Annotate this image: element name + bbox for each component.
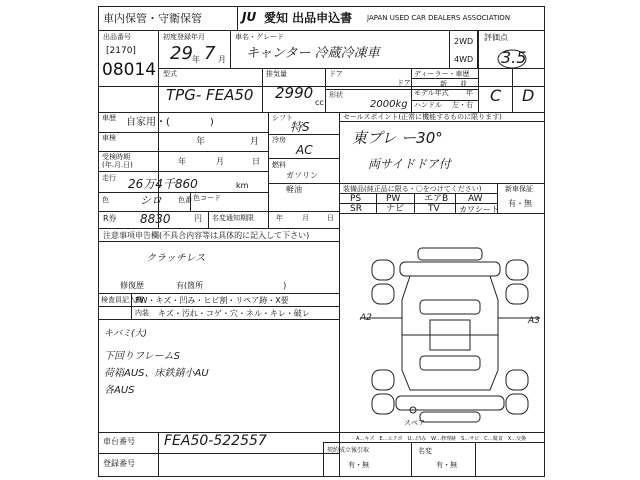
fuel-label: 燃料 xyxy=(272,161,286,169)
car-diagram xyxy=(360,248,540,422)
inspector-note3: 荷箱AUS、床鉄錆小AU xyxy=(104,368,209,379)
registration-year-unit: 年 xyxy=(192,55,200,64)
modelyear-label: モデル年式 xyxy=(414,89,449,97)
model-label: 型式 xyxy=(163,70,177,78)
shift-label: シフト xyxy=(272,114,293,122)
doors-suffix: ドア xyxy=(397,79,411,87)
color-label: 色 xyxy=(102,196,109,204)
transfer-label: 名変通知期限 xyxy=(212,214,254,222)
aircon-value: AC xyxy=(296,143,313,157)
registration-month: 7 xyxy=(204,43,216,64)
recv-date-month: 月 xyxy=(216,157,224,166)
regno-label: 登録番号 xyxy=(103,459,135,468)
lot-number: 08014 xyxy=(102,60,157,80)
notes-text: クラッチレス xyxy=(146,253,206,264)
mileage-label: 走行 xyxy=(102,174,116,182)
sales-point-line1: 東プレ ー30° xyxy=(352,129,443,147)
equipment-leather-seat: カワシート xyxy=(459,205,499,214)
registration-month-unit: 月 xyxy=(218,55,226,64)
shift-value: 特S xyxy=(290,120,310,134)
transfer-month: 月 xyxy=(302,214,309,222)
inspector-note4: 各AUS xyxy=(104,385,135,396)
footer-seal-label: 契約成立後引取 xyxy=(327,447,370,454)
equipment-aw: AW xyxy=(468,194,483,204)
repair-history-value: 有(箇所 ) xyxy=(176,281,287,290)
fuel-gasoline: ガソリン xyxy=(286,171,318,180)
lot-code: [2170] xyxy=(106,46,136,56)
owner-label: 車歴 xyxy=(102,114,116,122)
footer-check1: 有・無 xyxy=(348,461,369,469)
r-ticket-label: R券 xyxy=(103,214,117,223)
car-name-label: 車名・グレード xyxy=(235,33,284,41)
sales-point-label: セールスポイント(正常に機能するものに限ります) xyxy=(343,113,502,121)
recv-date-label: 受検時期 xyxy=(102,153,130,161)
shape-value: 2000kg xyxy=(370,99,408,110)
footer-check2: 名変 xyxy=(418,447,432,455)
diagram-label-a2: A2 xyxy=(360,313,372,323)
transfer-year: 年 xyxy=(276,214,283,222)
displacement-label: 排気量 xyxy=(266,70,287,78)
diagram-label-a3: A3 xyxy=(528,316,540,326)
recycle-label: 新車保証 xyxy=(505,185,533,193)
shape-label: 形状 xyxy=(329,91,343,99)
grade-interior: C xyxy=(490,86,502,105)
dealer-opt-parallel: 並 xyxy=(460,80,467,88)
r-ticket-unit: 円 xyxy=(194,214,202,223)
equipment-sr: SR xyxy=(350,204,362,214)
ju-logo: JU xyxy=(242,10,257,24)
model-value: TPG- FEA50 xyxy=(166,86,254,104)
equipment-airbag: エアB xyxy=(424,194,449,204)
color-value: シロ xyxy=(140,194,162,207)
equipment-ps: PS xyxy=(350,194,362,204)
inspector-row2: キズ・汚れ・コゲ・穴・ネル・キレ・破レ xyxy=(158,309,310,318)
diagram-legend: A…キズ E…エクボ U…凹み W…修理跡 S…サビ C…腐食 X…交換 xyxy=(356,436,527,442)
inspector-note2: 下回りフレームS xyxy=(104,351,180,362)
recv-date-sublabel: (年.月.日) xyxy=(102,161,133,169)
transfer-day: 日 xyxy=(327,214,334,222)
diagram-spare-label: スペア xyxy=(404,419,425,427)
equipment-label: 装備品(純正品に限る・〇をつけてください) xyxy=(343,185,482,193)
dealer-opt-new: 新 xyxy=(440,80,447,88)
car-name: キャンター 冷蔵冷凍車 xyxy=(246,46,380,61)
inspector-row2-label: 内装 xyxy=(135,309,149,317)
grade-exterior: D xyxy=(522,86,535,105)
footer-check3: 有・無 xyxy=(436,461,457,469)
recv-date-year: 年 xyxy=(178,157,186,166)
recv-date-day: 日 xyxy=(252,157,260,166)
recycle-options: 有・無 xyxy=(508,199,532,208)
dealer-label: ディーラー・車歴 xyxy=(414,70,470,78)
color-code2-label: 色コード xyxy=(193,194,221,202)
handle-label: ハンドル xyxy=(414,101,442,109)
handle-options: 左・右 xyxy=(452,101,473,109)
drive-2wd: 2WD xyxy=(454,37,474,46)
displacement-value: 2990 xyxy=(275,84,314,102)
equipment-tv: TV xyxy=(428,204,440,214)
registration-label: 初度登録年月 xyxy=(163,33,205,41)
inspection-year: 年 xyxy=(196,137,206,147)
equipment-navi: ナビ xyxy=(386,204,405,214)
aircon-label: 冷房 xyxy=(272,136,286,144)
inspector-label: 検査員記入欄 xyxy=(101,296,143,304)
r-ticket-value: 8830 xyxy=(140,212,171,226)
mileage-unit: km xyxy=(236,181,249,190)
fuel-diesel: 軽油 xyxy=(286,185,302,194)
inspector-row1: FW・キズ・凹み・ヒビ割・リペア跡・X要 xyxy=(135,296,289,305)
drive-4wd: 4WD xyxy=(454,55,474,64)
inspection-month: 月 xyxy=(250,137,260,147)
doors-label: ドア xyxy=(329,70,343,78)
inspector-note1: キバミ(大) xyxy=(104,329,148,339)
chassis-value: FEA50-522557 xyxy=(164,433,267,449)
association-name: JAPAN USED CAR DEALERS ASSOCIATION xyxy=(367,14,511,22)
grade-label: 評価点 xyxy=(484,33,508,42)
notes-header: 注意事項申告欄(不具合内容等は具体的に記入して下さい) xyxy=(103,231,310,240)
modelyear-value: 年 xyxy=(466,89,473,97)
storage-label: 車内保管・守衛保管 xyxy=(103,12,202,25)
sales-point-line2: 両サイドドア付 xyxy=(368,157,451,171)
mileage-value: 26万4千860 xyxy=(128,177,198,191)
chassis-label: 車台番号 xyxy=(103,437,135,446)
owner-value: 自家用・( ) xyxy=(126,117,214,128)
registration-year: 29 xyxy=(170,43,193,64)
lot-label: 出品番号 xyxy=(103,33,131,41)
displacement-unit: cc xyxy=(315,98,324,107)
form-title: 愛知 出品申込書 xyxy=(264,11,353,25)
grade-value: 3.5 xyxy=(501,48,527,67)
inspection-label: 車検 xyxy=(102,134,116,142)
equipment-pw: PW xyxy=(386,194,401,204)
color-code-label: 色番 xyxy=(178,196,192,204)
repair-history-label: 修復歴 xyxy=(120,281,144,290)
